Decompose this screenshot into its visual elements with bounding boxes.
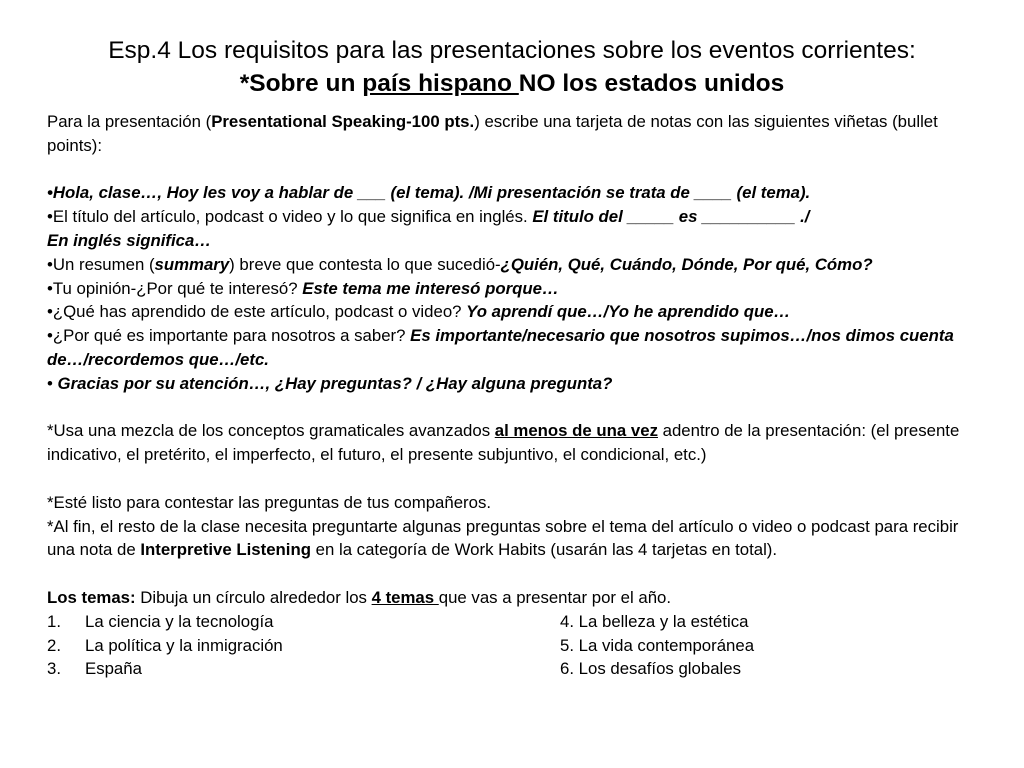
bullet-3-text-2: ) breve que contesta lo que sucedió- (229, 254, 501, 274)
topic-number: 1. (47, 611, 61, 631)
topic-right: 6. Los desafíos globales (560, 659, 741, 679)
bullet-1: •Hola, clase…, Hoy les voy a hablar de ___ (el tema). /Mi presentación se trata de ____ (el tema). (47, 183, 811, 203)
bullet-4 (47, 277, 984, 301)
title-line-2-start: *Sobre un (239, 70, 363, 97)
bullet-2 (47, 205, 984, 253)
grammar-paragraph (47, 419, 984, 467)
grammar-emphasis: al menos de una vez (494, 421, 658, 441)
bullet-4-bold: Este tema me interesó porque… (302, 278, 559, 298)
topic-left: España (85, 659, 142, 679)
topic-number: 2. (47, 635, 61, 655)
bullet-2-text: •El título del artículo, podcast o video y lo que significa en inglés. (47, 207, 533, 227)
bullet-6-text: •¿Por qué es importante para nosotros a saber? (47, 326, 411, 346)
intro-bold: Presentational Speaking-100 pts. (211, 112, 475, 131)
bullet-6 (47, 324, 984, 372)
bullet-7-bold: Gracias por su atención…, ¿Hay preguntas? / ¿Hay alguna pregunta? (57, 373, 613, 393)
topic-row (47, 634, 984, 658)
bullet-3-bold-2: ¿Quién, Qué, Cuándo, Dónde, Por qué, Cómo? (500, 254, 873, 274)
note-questions (47, 515, 984, 563)
grammar-text-end: adentro de la presentación: (el presente indicativo, el pretérito, el imperfecto, el futuro, el presente subjuntivo, el condicional, etc.) (47, 421, 960, 465)
intro-paragraph (47, 110, 984, 158)
note-questions-text: *Al fin, el resto de la clase necesita preguntarte algunas preguntas sobre el tema del artículo o video o podcast para recibir una nota de (47, 516, 959, 560)
bullet-2-bold: El titulo del _____ es __________ ./ (532, 207, 810, 227)
temas-heading (47, 586, 984, 610)
note-questions-bold: Interpretive Listening (140, 540, 311, 560)
bullet-3 (47, 253, 984, 277)
bullet-5-bold: Yo aprendí que…/Yo he aprendido que… (466, 302, 791, 322)
topic-right: 4. La belleza y la estética (560, 611, 749, 631)
topic-row (47, 657, 984, 681)
bullet-6-bold: Es importante/necesario que nosotros supimos…/nos dimos cuenta de…/recordemos que…/etc. (47, 326, 954, 369)
temas-emphasis: 4 temas (371, 587, 439, 607)
title-line-1: Esp.4 Los requisitos para las presentaciones sobre los eventos corrientes: (108, 37, 916, 64)
temas-label: Los temas: (47, 587, 136, 607)
bullet-3-bold: summary (154, 254, 230, 274)
temas-text-end: que vas a presentar por el año. (438, 587, 672, 607)
bullet-2-line-2: En inglés significa… (47, 230, 212, 250)
note-questions-text-end: en la categoría de Work Habits (usarán las 4 tarjetas en total). (310, 540, 778, 560)
bullet-5 (47, 300, 984, 324)
bullet-7 (47, 372, 984, 396)
title-underlined-phrase: país hispano (362, 70, 519, 97)
intro-text: Para la presentación ( (47, 112, 212, 131)
bullet-4-text: •Tu opinión-¿Por qué te interesó? (47, 278, 303, 298)
topics-list (47, 610, 984, 681)
bullet-7-text: • (47, 373, 58, 393)
slide-title (60, 34, 964, 100)
topic-row (47, 610, 984, 634)
title-line-2 (60, 67, 964, 100)
intro-text-end: ) escribe una tarjeta de notas con las siguientes viñetas (bullet points): (47, 112, 938, 155)
topic-left: La ciencia y la tecnología (85, 611, 274, 631)
temas-text: Dibuja un círculo alrededor los (135, 587, 372, 607)
grammar-text: *Usa una mezcla de los conceptos gramaticales avanzados (47, 421, 495, 441)
bullet-3-text: •Un resumen ( (47, 254, 155, 274)
bullet-5-text: •¿Qué has aprendido de este artículo, podcast o video? (47, 302, 467, 322)
topic-left: La política y la inmigración (85, 635, 283, 655)
title-line-2-end: NO los estados unidos (518, 70, 785, 97)
note-ready: *Esté listo para contestar las preguntas de tus compañeros. (47, 492, 492, 512)
topic-right: 5. La vida contemporánea (560, 635, 755, 655)
topic-number: 3. (47, 659, 61, 679)
slide-body (47, 110, 984, 681)
